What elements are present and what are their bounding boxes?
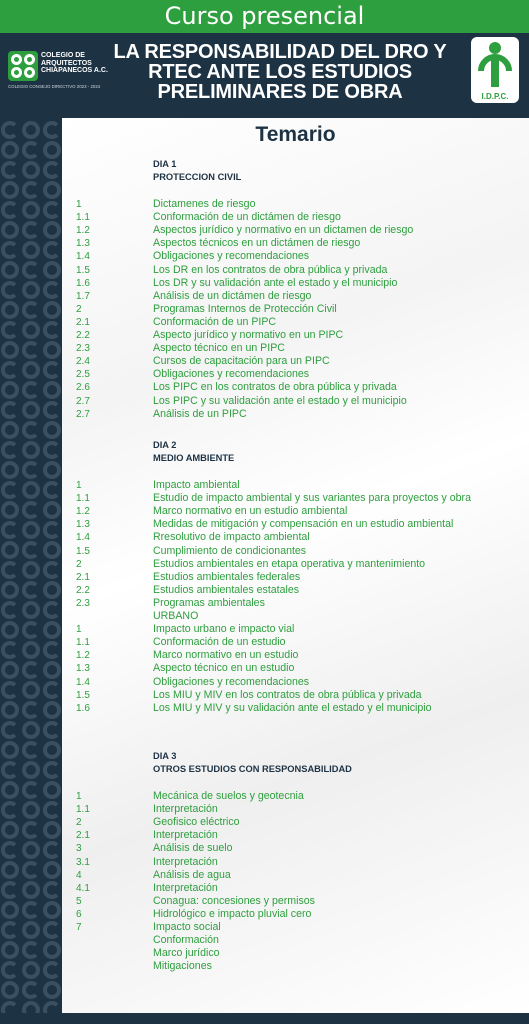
pattern-glyph <box>3 583 17 597</box>
header <box>0 33 529 118</box>
item-text: Los MIU y MIV y su validación ante el estado y el municipio <box>153 701 432 714</box>
item-text: Cumplimiento de condicionantes <box>153 544 307 557</box>
syllabus-item <box>62 689 529 702</box>
pattern-glyph <box>24 663 36 677</box>
pattern-glyph <box>24 563 38 577</box>
pattern-glyph <box>45 603 57 617</box>
item-text: Programas ambientales <box>153 596 265 609</box>
syllabus-item <box>62 882 529 895</box>
syllabus-item <box>62 803 529 816</box>
pattern-glyph <box>3 483 15 497</box>
item-number: 2.3 <box>76 343 90 355</box>
pattern-glyph <box>3 243 15 257</box>
item-number: 1.7 <box>76 290 90 302</box>
day-topic: MEDIO AMBIENTE <box>153 453 235 463</box>
item-text: Obligaciones y recomendaciones <box>153 250 310 263</box>
item-number: 5 <box>76 895 82 907</box>
item-number: 1 <box>76 480 82 491</box>
pattern-glyph <box>24 163 38 177</box>
item-text: Interpretación <box>153 803 218 816</box>
syllabus-item <box>62 505 529 518</box>
syllabus-heading: Temario <box>255 123 336 146</box>
item-number: 2.1 <box>76 571 90 583</box>
pattern-glyph <box>45 763 57 777</box>
item-text: Dictamenes de riesgo <box>153 198 256 210</box>
pattern-glyph <box>24 323 38 337</box>
pattern-glyph <box>45 723 57 737</box>
pattern-glyph <box>45 583 59 597</box>
idpc-logo <box>471 37 519 103</box>
pattern-glyph <box>45 943 59 957</box>
item-text: Aspecto técnico en un PIPC <box>153 342 285 355</box>
item-number: 2.7 <box>76 408 90 420</box>
pattern-glyph <box>45 623 59 637</box>
pattern-glyph <box>45 363 57 377</box>
pattern-glyph <box>45 483 57 497</box>
syllabus-item <box>62 264 529 277</box>
pattern-glyph <box>24 203 38 217</box>
pattern-glyph <box>45 903 59 917</box>
syllabus-item <box>62 829 529 842</box>
item-text: Aspectos técnicos en un dictámen de riesgo <box>153 237 361 250</box>
item-text: Estudios ambientales en etapa operativa y mantenimiento <box>153 557 426 570</box>
pattern-glyph <box>24 483 38 497</box>
syllabus-item <box>62 395 529 408</box>
item-text: Marco normativo en un estudio ambiental <box>153 505 348 518</box>
item-text: Estudio de impacto ambiental y sus variantes para proyectos y obra <box>153 492 471 505</box>
pattern-glyph <box>3 363 15 377</box>
item-text: Conformación de un PIPC <box>153 315 277 328</box>
pattern-glyph <box>45 423 59 437</box>
pattern-glyph <box>24 643 38 657</box>
item-text: Interpretación <box>153 881 218 894</box>
item-text: Los DR en los contratos de obra pública y privada <box>153 263 388 276</box>
syllabus-item <box>62 908 529 921</box>
syllabus-item <box>62 856 529 869</box>
pattern-glyph <box>45 683 57 697</box>
day-topic: PROTECCION CIVIL <box>153 172 242 182</box>
pattern-glyph <box>3 263 17 277</box>
item-text: Marco normativo en un estudio <box>153 649 299 662</box>
item-text: Análisis de agua <box>153 868 231 881</box>
pattern-glyph <box>45 983 59 997</box>
pattern-glyph <box>45 283 57 297</box>
pattern-glyph <box>45 843 57 857</box>
pattern-glyph <box>3 803 15 817</box>
syllabus-item <box>62 211 529 224</box>
pattern-glyph <box>24 963 38 977</box>
coac-logo-icon <box>8 51 38 81</box>
item-number: 1.1 <box>76 493 90 505</box>
item-number: 3.1 <box>76 856 90 868</box>
item-number: 1.4 <box>76 532 90 544</box>
item-number: 1.6 <box>76 277 90 289</box>
pattern-glyph <box>3 163 15 177</box>
pattern-glyph <box>45 403 57 417</box>
pattern-glyph <box>24 443 38 457</box>
day-label: DIA 2 <box>153 440 177 450</box>
course-type-banner: Curso presencial <box>0 0 529 33</box>
pattern-glyph <box>24 303 36 317</box>
item-number: 2.2 <box>76 330 90 341</box>
pattern-glyph <box>3 963 15 977</box>
pattern-glyph <box>3 403 15 417</box>
item-number: 2 <box>76 558 82 570</box>
item-text: Obligaciones y recomendaciones <box>153 368 310 381</box>
item-number: 1.2 <box>76 225 90 237</box>
pattern-glyph <box>3 523 15 537</box>
item-text: Interpretación <box>153 855 218 868</box>
item-number: 1.1 <box>76 637 90 649</box>
pattern-glyph <box>24 823 36 837</box>
syllabus-item <box>62 368 529 381</box>
syllabus-item <box>62 584 529 597</box>
pattern-glyph <box>24 683 38 697</box>
side-pattern <box>0 118 62 1013</box>
pattern-glyph <box>24 223 36 237</box>
pattern-glyph <box>45 343 59 357</box>
pattern-glyph <box>3 223 17 237</box>
syllabus-item <box>62 662 529 675</box>
syllabus-item <box>62 610 529 623</box>
pattern-glyph <box>24 943 36 957</box>
pattern-glyph <box>3 383 17 397</box>
pattern-glyph <box>45 703 59 717</box>
pattern-glyph <box>45 823 59 837</box>
pattern-glyph <box>3 183 17 197</box>
pattern-glyph <box>45 883 57 897</box>
pattern-glyph <box>24 543 36 557</box>
item-number: 1.5 <box>76 264 90 276</box>
item-number: 1.4 <box>76 251 90 263</box>
item-number: 2 <box>76 817 82 829</box>
pattern-glyph <box>45 523 57 537</box>
syllabus-panel <box>62 118 529 1013</box>
pattern-glyph <box>24 383 36 397</box>
pattern-glyph <box>3 543 17 557</box>
pattern-glyph <box>24 983 36 997</box>
pattern-glyph <box>45 543 59 557</box>
item-text: Análisis de suelo <box>153 842 233 855</box>
item-number: 1 <box>76 199 82 210</box>
org-subtitle: COLEGIO CONSEJO DIRECTIVO 2023 - 2024 <box>8 84 101 89</box>
pattern-glyph <box>24 123 38 137</box>
item-number: 1.1 <box>76 804 90 816</box>
pattern-glyph <box>3 643 15 657</box>
item-number: 2.1 <box>76 316 90 328</box>
pattern-glyph <box>3 303 17 317</box>
pattern-glyph <box>3 823 17 837</box>
syllabus-item <box>62 934 529 947</box>
item-text: Programas Internos de Protección Civil <box>153 302 337 315</box>
pattern-glyph <box>24 783 36 797</box>
syllabus-item <box>62 237 529 250</box>
pattern-glyph <box>24 623 36 637</box>
pattern-glyph <box>3 343 17 357</box>
pattern-glyph <box>45 1003 57 1013</box>
syllabus-item <box>62 702 529 715</box>
item-text: Interpretación <box>153 829 218 842</box>
pattern-glyph <box>45 923 57 937</box>
pattern-glyph <box>45 743 59 757</box>
pattern-glyph <box>45 123 57 137</box>
pattern-glyph <box>45 323 57 337</box>
item-text: Impacto urbano e impacto vial <box>153 623 295 636</box>
item-text: Estudios ambientales federales <box>153 570 301 583</box>
syllabus-item <box>62 790 529 803</box>
item-text: Aspecto jurídico y normativo en un PIPC <box>153 329 344 341</box>
pattern-glyph <box>45 443 57 457</box>
item-text: Obligaciones y recomendaciones <box>153 675 310 688</box>
pattern-glyph <box>3 1003 15 1013</box>
pattern-glyph <box>45 663 59 677</box>
syllabus-item <box>62 531 529 544</box>
item-text: Cursos de capacitación para un PIPC <box>153 355 330 368</box>
syllabus-item <box>62 518 529 531</box>
item-number: 1.3 <box>76 238 90 250</box>
syllabus-item <box>62 895 529 908</box>
item-number: 1 <box>76 791 82 802</box>
syllabus-item <box>62 921 529 934</box>
item-text: Los PIPC y su validación ante el estado y el municipio <box>153 394 407 407</box>
syllabus-item <box>62 492 529 505</box>
idpc-label: I.D.P.C. <box>481 92 509 101</box>
item-text: Conformación de un dictámen de riesgo <box>153 211 341 224</box>
item-text: URBANO <box>153 610 199 622</box>
pattern-glyph <box>45 263 59 277</box>
pattern-glyph <box>3 743 17 757</box>
pattern-glyph <box>24 863 36 877</box>
pattern-glyph <box>24 343 36 357</box>
decorative-pattern-icon <box>0 118 62 1013</box>
syllabus-item <box>62 649 529 662</box>
syllabus-item <box>62 342 529 355</box>
pattern-glyph <box>3 143 17 157</box>
pattern-glyph <box>45 163 57 177</box>
item-number: 2.4 <box>76 356 90 368</box>
item-number: 1 <box>76 624 82 636</box>
item-text: Geofisico eléctrico <box>153 816 240 829</box>
item-text: Impacto ambiental <box>153 479 240 491</box>
pattern-glyph <box>3 983 17 997</box>
pattern-glyph <box>3 603 15 617</box>
day-label: DIA 3 <box>153 751 177 761</box>
syllabus-item <box>62 355 529 368</box>
pattern-glyph <box>24 883 38 897</box>
pattern-glyph <box>3 423 17 437</box>
pattern-glyph <box>45 643 57 657</box>
item-text: Aspecto técnico en un estudio <box>153 662 295 675</box>
item-text: Conformación <box>153 934 219 947</box>
syllabus-item <box>62 277 529 290</box>
syllabus-item <box>62 816 529 829</box>
pattern-glyph <box>45 183 59 197</box>
item-text: Impacto social <box>153 921 221 933</box>
item-number: 1.1 <box>76 212 90 224</box>
syllabus-item <box>62 290 529 303</box>
pattern-glyph <box>3 783 17 797</box>
syllabus-item <box>62 545 529 558</box>
pattern-glyph <box>3 903 17 917</box>
pattern-glyph <box>24 1003 38 1013</box>
pattern-glyph <box>3 203 15 217</box>
pattern-glyph <box>45 203 57 217</box>
syllabus-item <box>62 623 529 636</box>
item-text: Rresolutivo de impacto ambiental <box>153 531 310 544</box>
pattern-glyph <box>3 923 15 937</box>
pattern-glyph <box>3 283 15 297</box>
pattern-glyph <box>24 603 38 617</box>
pattern-glyph <box>24 843 38 857</box>
item-text: Mecánica de suelos y geotecnia <box>153 790 304 802</box>
pattern-glyph <box>24 243 38 257</box>
pattern-glyph <box>24 723 38 737</box>
item-number: 2.2 <box>76 584 90 596</box>
pattern-glyph <box>3 943 17 957</box>
item-number: 2 <box>76 303 82 315</box>
pattern-glyph <box>45 803 57 817</box>
pattern-glyph <box>24 283 38 297</box>
pattern-glyph <box>24 803 38 817</box>
syllabus-item <box>62 597 529 610</box>
pattern-glyph <box>24 263 36 277</box>
pattern-glyph <box>45 223 59 237</box>
pattern-glyph <box>3 443 15 457</box>
syllabus-item <box>62 558 529 571</box>
pattern-glyph <box>45 783 59 797</box>
pattern-glyph <box>45 463 59 477</box>
item-number: 7 <box>76 922 82 933</box>
pattern-glyph <box>3 763 15 777</box>
pattern-glyph <box>24 923 38 937</box>
item-text: Los PIPC en los contratos de obra pública y privada <box>153 381 397 394</box>
footer-bar <box>0 1013 529 1024</box>
pattern-glyph <box>45 963 57 977</box>
pattern-glyph <box>3 883 15 897</box>
syllabus-item <box>62 329 529 342</box>
syllabus-item <box>62 571 529 584</box>
item-number: 1.3 <box>76 519 90 531</box>
syllabus-item <box>62 947 529 960</box>
pattern-glyph <box>45 563 57 577</box>
pattern-glyph <box>45 503 59 517</box>
day-label: DIA 1 <box>153 159 177 169</box>
item-text: Análisis de un PIPC <box>153 407 247 420</box>
syllabus-item <box>62 316 529 329</box>
item-number: 1.2 <box>76 506 90 518</box>
pattern-glyph <box>24 463 36 477</box>
item-number: 2.7 <box>76 395 90 407</box>
pattern-glyph <box>24 143 36 157</box>
pattern-glyph <box>3 563 15 577</box>
item-number: 2.6 <box>76 382 90 394</box>
syllabus-item <box>62 224 529 237</box>
idpc-emblem-icon <box>471 37 519 93</box>
syllabus-item <box>62 381 529 394</box>
item-number: 1.5 <box>76 545 90 557</box>
pattern-glyph <box>24 703 36 717</box>
item-text: Hidrológico e impacto pluvial cero <box>153 907 312 920</box>
org-name: COLEGIO DE ARQUITECTOS CHIAPANECOS A.C. <box>41 52 108 74</box>
pattern-glyph <box>24 183 36 197</box>
item-text: Mitigaciones <box>153 960 212 973</box>
item-number: 1.4 <box>76 676 90 688</box>
item-number: 1.2 <box>76 650 90 662</box>
day-topic: OTROS ESTUDIOS CON RESPONSABILIDAD <box>153 764 352 774</box>
pattern-glyph <box>45 143 59 157</box>
pattern-glyph <box>24 403 38 417</box>
item-number: 6 <box>76 908 82 920</box>
pattern-glyph <box>24 423 36 437</box>
item-text: Medidas de mitigación y compensación en un estudio ambiental <box>153 518 454 531</box>
pattern-glyph <box>24 503 36 517</box>
item-text: Análisis de un dictámen de riesgo <box>153 289 312 302</box>
item-text: Los DR y su validación ante el estado y el municipio <box>153 276 398 289</box>
pattern-glyph <box>24 363 38 377</box>
item-number: 2.1 <box>76 830 90 842</box>
item-number: 3 <box>76 843 82 855</box>
pattern-glyph <box>3 623 17 637</box>
pattern-glyph <box>24 763 38 777</box>
item-number: 1.3 <box>76 663 90 675</box>
item-text: Los MIU y MIV en los contratos de obra pública y privada <box>153 688 422 701</box>
syllabus-item <box>62 479 529 492</box>
item-number: 2.3 <box>76 597 90 609</box>
pattern-glyph <box>45 243 57 257</box>
syllabus-item <box>62 636 529 649</box>
item-text: Estudios ambientales estatales <box>153 583 300 596</box>
pattern-glyph <box>3 723 15 737</box>
pattern-glyph <box>3 863 17 877</box>
pattern-glyph <box>3 663 17 677</box>
pattern-glyph <box>3 683 15 697</box>
item-text: Marco jurídico <box>153 947 220 960</box>
item-number: 1.6 <box>76 702 90 714</box>
item-number: 4 <box>76 869 82 881</box>
syllabus-item <box>62 303 529 316</box>
syllabus-item <box>62 869 529 882</box>
pattern-glyph <box>3 123 15 137</box>
pattern-glyph <box>3 463 17 477</box>
pattern-glyph <box>45 303 59 317</box>
syllabus-item <box>62 960 529 973</box>
syllabus-item <box>62 842 529 855</box>
item-number: 1.5 <box>76 689 90 701</box>
pattern-glyph <box>3 703 17 717</box>
item-text: Conagua: concesiones y permisos <box>153 894 315 907</box>
course-title: LA RESPONSABILIDAD DEL DRO Y RTEC ANTE LOS ESTUDIOS PRELIMINARES DE OBRA <box>113 41 447 103</box>
pattern-glyph <box>24 523 38 537</box>
pattern-glyph <box>45 383 59 397</box>
pattern-glyph <box>3 843 15 857</box>
pattern-glyph <box>45 863 59 877</box>
syllabus-item <box>62 250 529 263</box>
item-number: 4.1 <box>76 882 90 894</box>
pattern-glyph <box>24 903 36 917</box>
pattern-glyph <box>3 323 15 337</box>
pattern-glyph <box>24 743 36 757</box>
pattern-glyph <box>3 503 17 517</box>
item-number: 2.5 <box>76 369 90 381</box>
item-text: Conformación de un estudio <box>153 636 286 649</box>
org-logo <box>8 51 114 93</box>
pattern-glyph <box>24 583 36 597</box>
syllabus-item <box>62 198 529 211</box>
item-text: Aspectos jurídico y normativo en un dictamen de riesgo <box>153 224 414 237</box>
syllabus-item <box>62 408 529 421</box>
syllabus-item <box>62 676 529 689</box>
